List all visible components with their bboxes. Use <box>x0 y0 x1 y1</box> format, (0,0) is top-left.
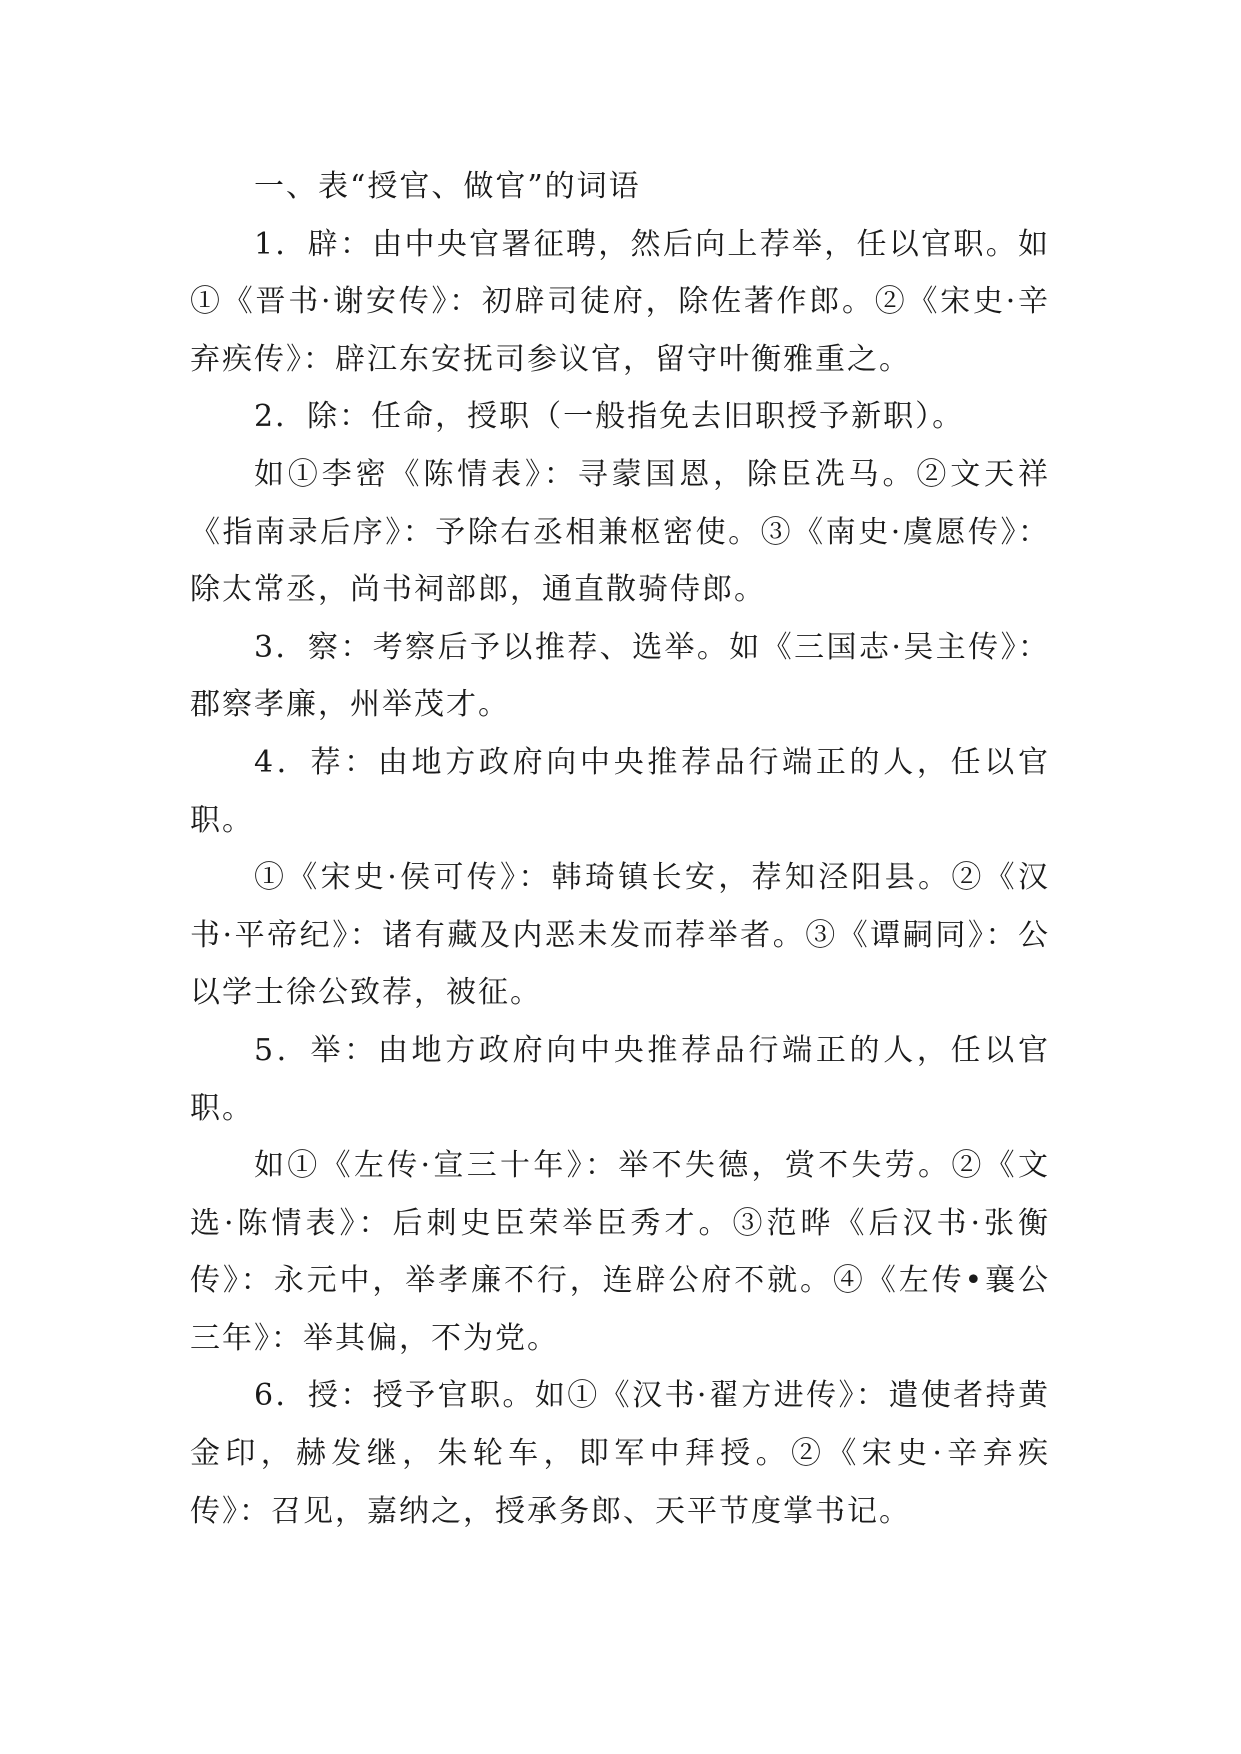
document-body <box>190 158 1050 1540</box>
section-heading: 一、表“授官、做官”的词语 <box>254 169 641 204</box>
paragraph-ju: 5．举：由地方政府向中央推荐品行端正的人，任以官职。 <box>190 1032 1050 1126</box>
paragraph-cha: 3．察：考察后予以推荐、选举。如《三国志·吴主传》：郡察孝廉，州举茂才。 <box>190 629 1050 723</box>
paragraph-bi: 1．辟：由中央官署征聘，然后向上荐举，任以官职。如①《晋书·谢安传》：初辟司徒府，除佐著作郎。②《宋史·辛弃疾传》：辟江东安抚司参议官，留守叶衡雅重之。 <box>190 226 1050 377</box>
paragraph-jian: 4．荐：由地方政府向中央推荐品行端正的人，任以官职。 <box>190 744 1050 838</box>
paragraph-chu: 2．除：任命，授职（一般指免去旧职授予新职）。 <box>254 399 965 435</box>
paragraph-chu-examples: 如①李密《陈情表》：寻蒙国恩，除臣冼马。②文天祥《指南录后序》：予除右丞相兼枢密使。③《南史·虞愿传》：除太常丞，尚书祠部郎，通直散骑侍郎。 <box>190 456 1050 608</box>
paragraph-shou: 6．授：授予官职。如①《汉书·翟方进传》：遣使者持黄金印，赫发继，朱轮车，即军中拜授。②《宋史·辛弃疾传》：召见，嘉纳之，授承务郎、天平节度掌书记。 <box>190 1378 1050 1529</box>
paragraph-ju-examples: 如①《左传·宣三十年》：举不失德，赏不失劳。②《文选·陈情表》：后刺史臣荣举臣秀才。③范晔《后汉书·张衡传》：永元中，举孝廉不行，连辟公府不就。④《左传•襄公三年》：举其偏，不为党。 <box>190 1148 1050 1356</box>
paragraph-jian-examples: ①《宋史·侯可传》：韩琦镇长安，荐知泾阳县。②《汉书·平帝纪》：诸有藏及内恶未发而荐举者。③《谭嗣同》：公以学士徐公致荐，被征。 <box>190 860 1050 1011</box>
